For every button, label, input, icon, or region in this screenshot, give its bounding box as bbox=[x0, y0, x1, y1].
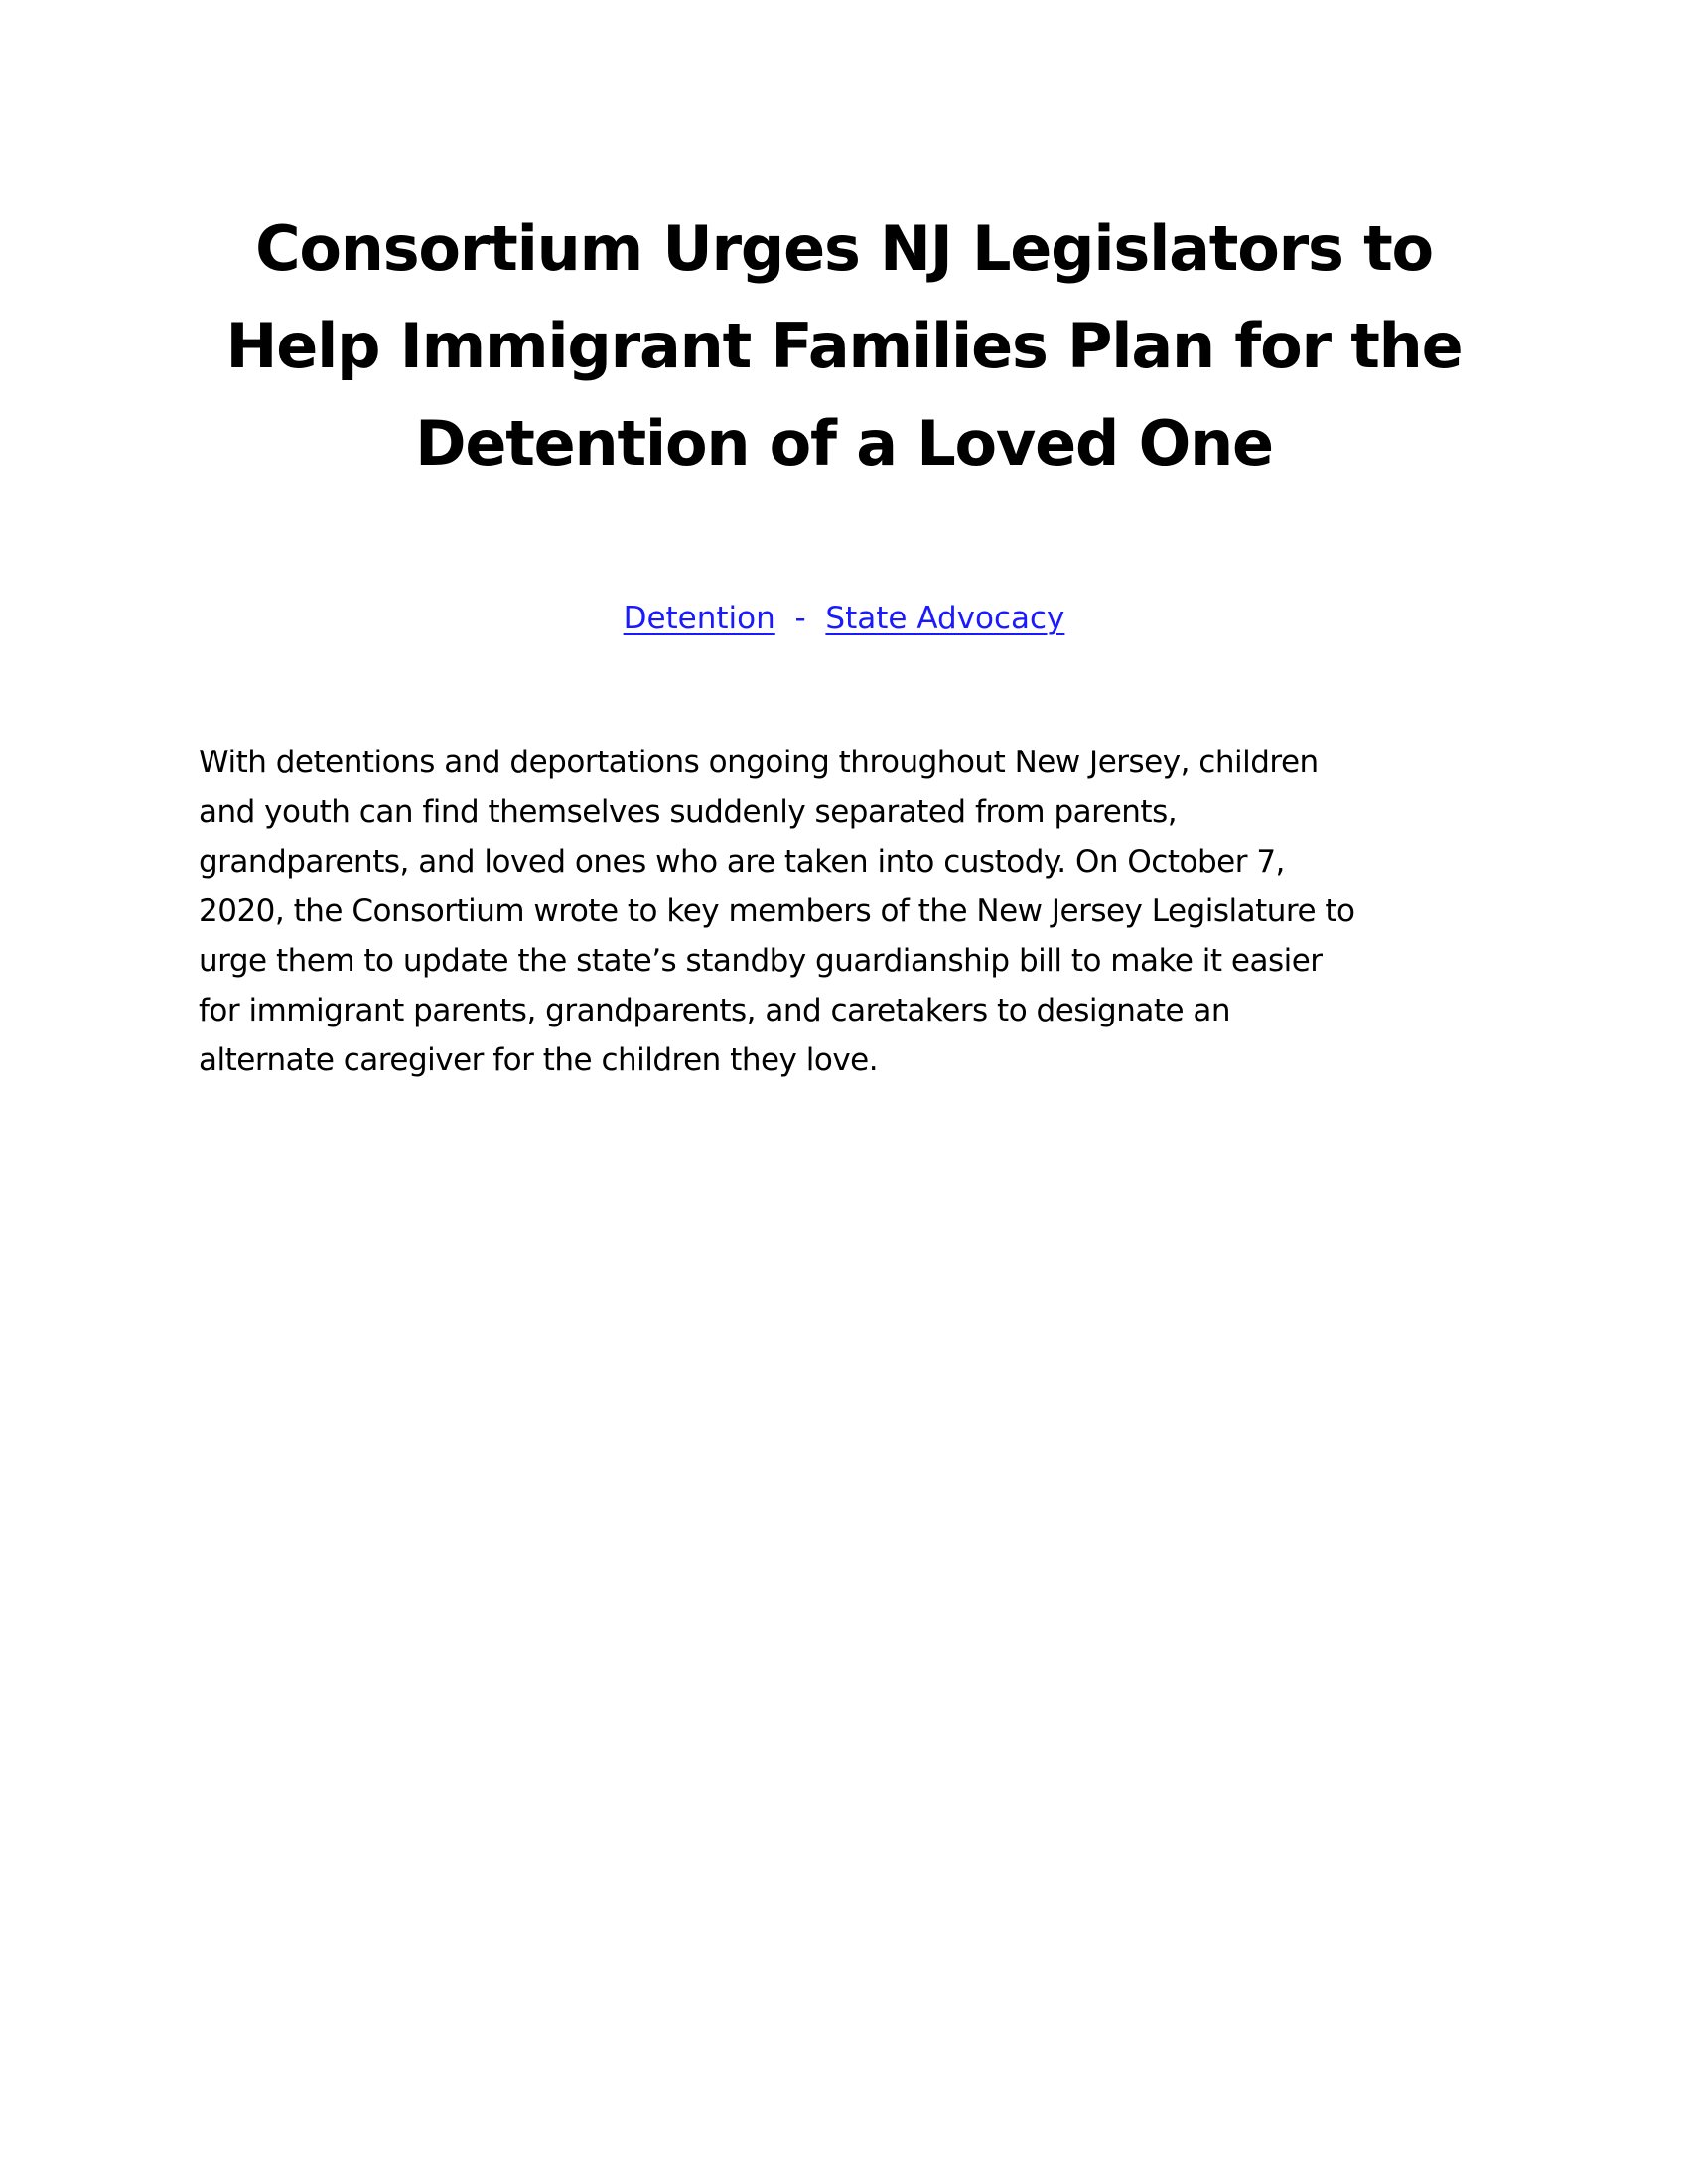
body-line: and youth can find themselves suddenly separated from parents, bbox=[199, 794, 1178, 830]
title-line: Detention of a Loved One bbox=[415, 407, 1273, 479]
tag-separator: - bbox=[784, 601, 816, 636]
body-line: alternate caregiver for the children they love. bbox=[199, 1042, 879, 1078]
title-line: Help Immigrant Families Plan for the bbox=[225, 310, 1463, 382]
article-title bbox=[169, 201, 1519, 492]
tag-link-detention[interactable]: Detention bbox=[623, 601, 775, 636]
body-line: grandparents, and loved ones who are taken into custody. On October 7, bbox=[199, 844, 1285, 880]
category-tags bbox=[0, 594, 1688, 643]
body-line: 2020, the Consortium wrote to key members of the New Jersey Legislature to bbox=[199, 893, 1355, 929]
article-body-paragraph bbox=[199, 738, 1509, 1085]
body-line: With detentions and deportations ongoing throughout New Jersey, children bbox=[199, 745, 1319, 780]
title-line: Consortium Urges NJ Legislators to bbox=[255, 212, 1433, 285]
tag-link-state-advocacy[interactable]: State Advocacy bbox=[825, 601, 1065, 636]
body-line: urge them to update the state’s standby guardianship bill to make it easier bbox=[199, 943, 1323, 979]
body-line: for immigrant parents, grandparents, and caretakers to designate an bbox=[199, 993, 1231, 1028]
